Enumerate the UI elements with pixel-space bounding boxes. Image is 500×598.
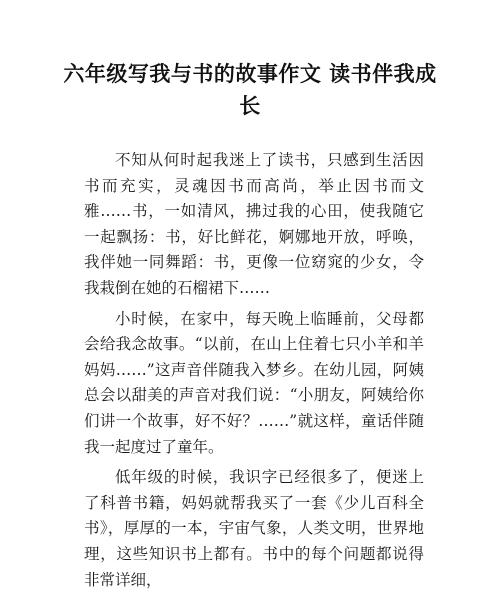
paragraph-3: 低年级的时候，我识字已经很多了，便迷上了科普书籍，妈妈就帮我买了一套《少儿百科全书》，厚厚的一本，宇宙气象，人类文明，世界地理，这些知识书上都有。书中的每个问题都说得非常详细， [84,468,424,589]
document-body [84,148,424,598]
paragraph-1: 不知从何时起我迷上了读书，只感到生活因书而充实，灵魂因书而高尚，举止因书而文雅……书，一如清风，拂过我的心田，使我随它一起飘扬：书，好比鲜花，婀娜地开放，呼唤，我伴她一同舞蹈：书，更像一位窈窕的少女，令我栽倒在她的石榴裙下…… [84,151,424,297]
paragraph-2: 小时候，在家中，每天晚上临睡前，父母都会给我念故事。“以前，在山上住着七只小羊和羊妈妈……”这声音伴随我入梦乡。在幼儿园，阿姨总会以甜美的声音对我们说：“小朋友，阿姨给你们讲一个故事，好不好？……”就这样，童话伴随我一起度过了童年。 [84,309,424,456]
document-title: 六年级写我与书的故事作文 读书伴我成长 [63,62,437,118]
